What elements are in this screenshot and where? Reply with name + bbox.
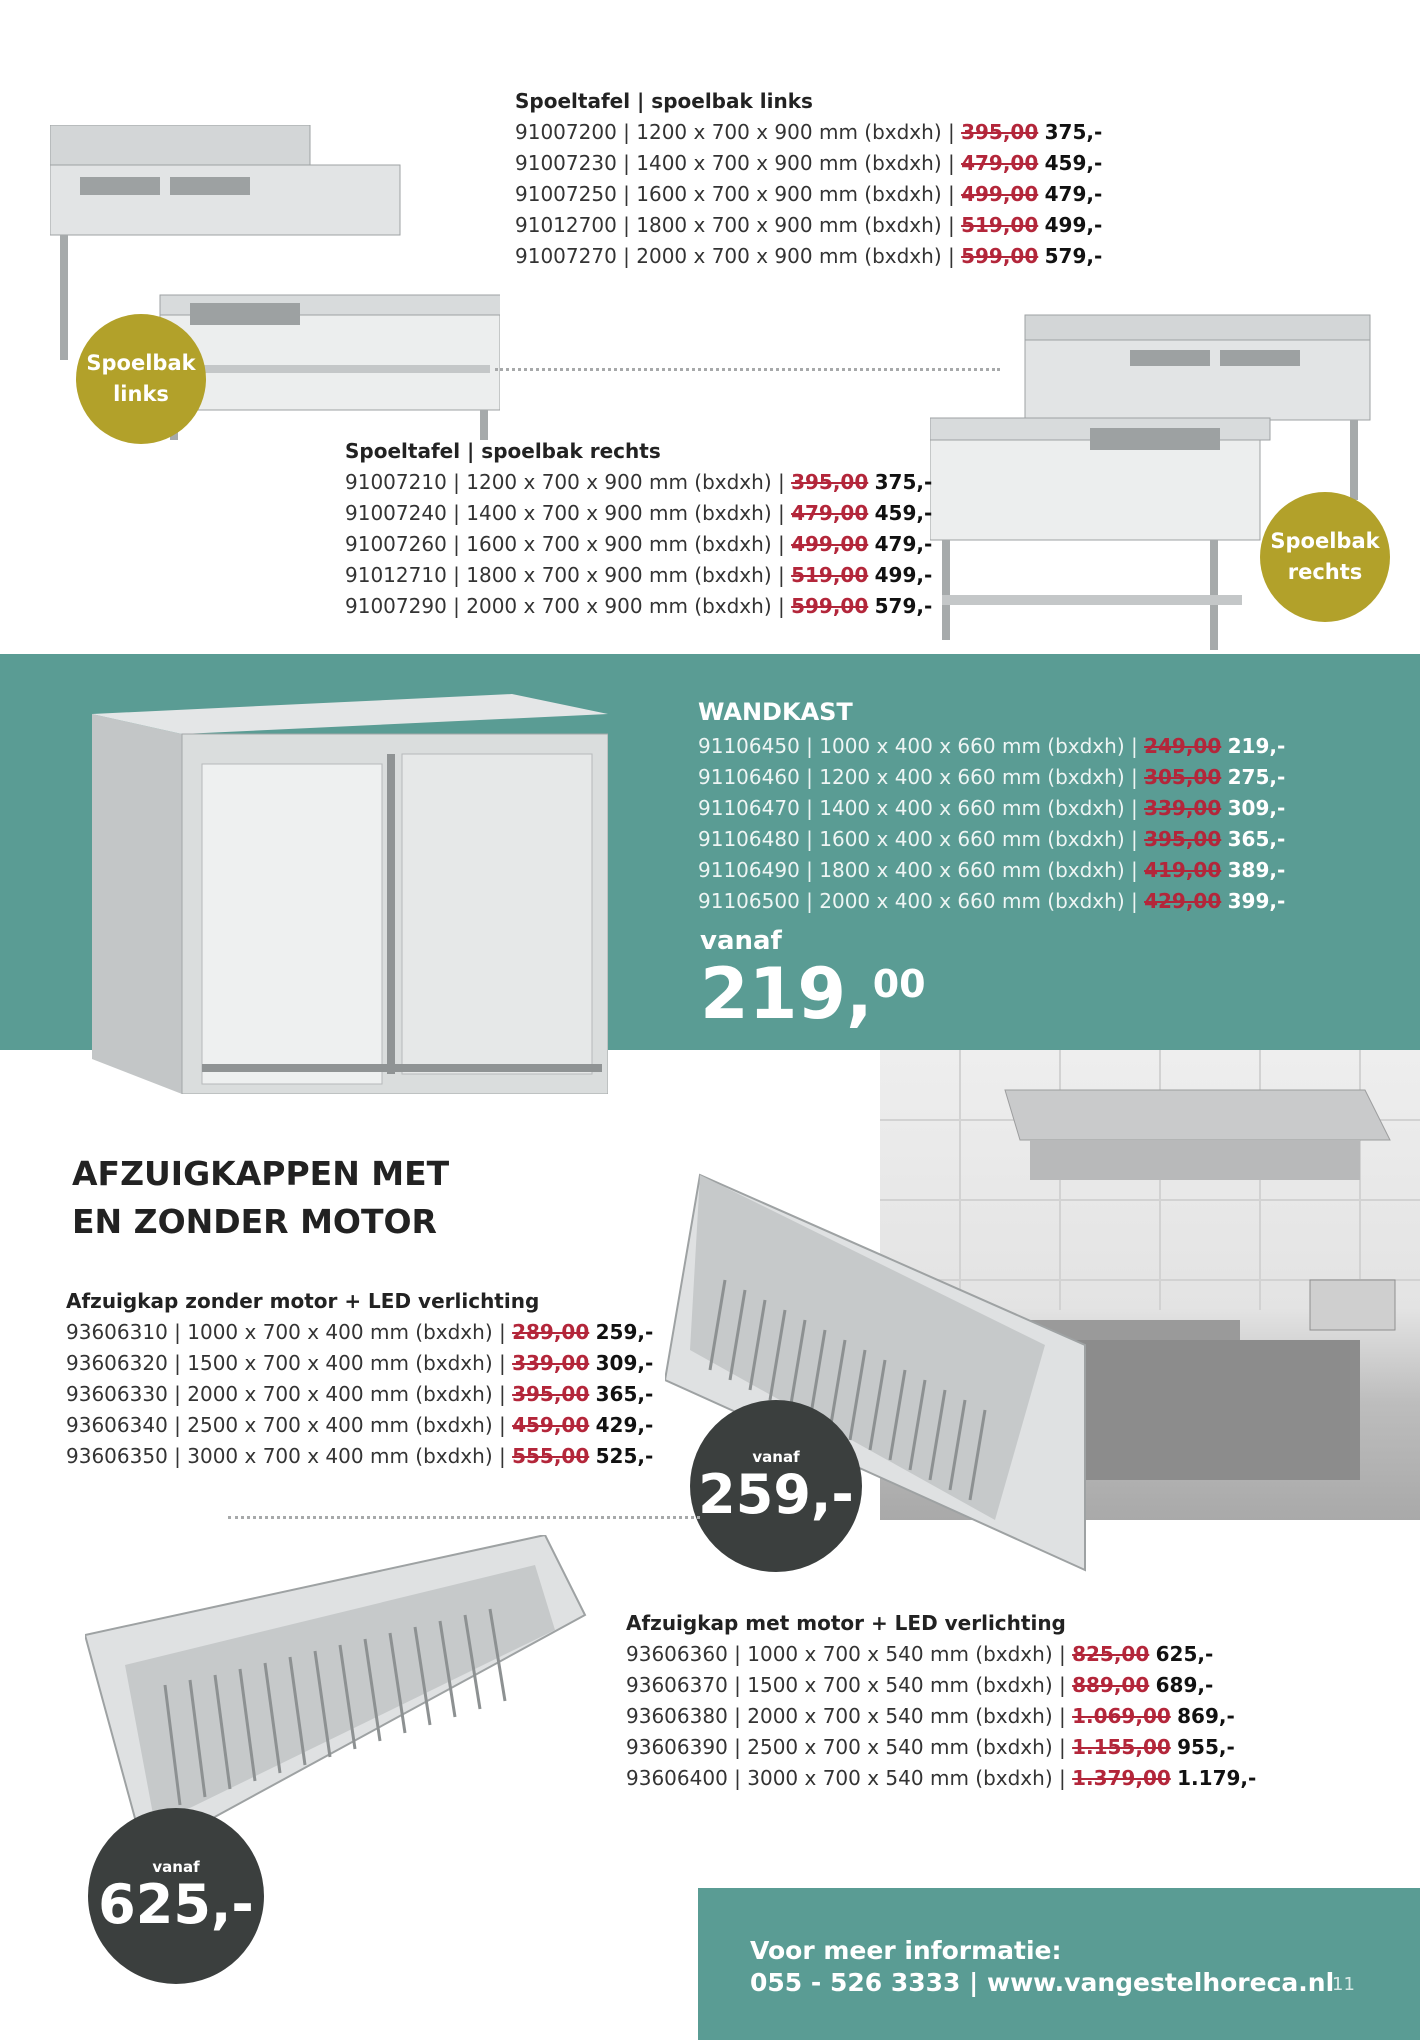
table-row: 93606390 | 2500 x 700 x 540 mm (bxdxh) | 1.155,00 955,- bbox=[626, 1735, 1235, 1759]
sink-right-badge bbox=[1260, 492, 1390, 622]
table-row: 93606340 | 2500 x 700 x 400 mm (bxdxh) | 459,00 429,- bbox=[66, 1413, 654, 1437]
table-row: 93606350 | 3000 x 700 x 400 mm (bxdxh) | 555,00 525,- bbox=[66, 1444, 654, 1468]
table-row: 91007200 | 1200 x 700 x 900 mm (bxdxh) | 395,00 375,- bbox=[515, 120, 1103, 144]
table-row: 93606380 | 2000 x 700 x 540 mm (bxdxh) | 1.069,00 869,- bbox=[626, 1704, 1235, 1728]
badge-vanaf: vanaf bbox=[752, 1448, 800, 1466]
footer-info-label: Voor meer informatie: bbox=[750, 1936, 1062, 1965]
table-row: 93606360 | 1000 x 700 x 540 mm (bxdxh) | 825,00 625,- bbox=[626, 1642, 1214, 1666]
section-heading bbox=[72, 1150, 449, 1246]
table-row: 91106500 | 2000 x 400 x 660 mm (bxdxh) | 429,00 399,- bbox=[698, 889, 1286, 913]
table-row: 91007290 | 2000 x 700 x 900 mm (bxdxh) | 599,00 579,- bbox=[345, 594, 933, 618]
footer-contact[interactable]: 055 - 526 3333 | www.vangestelhoreca.nl bbox=[750, 1968, 1335, 1997]
table-row: 93606330 | 2000 x 700 x 400 mm (bxdxh) | 395,00 365,- bbox=[66, 1382, 654, 1406]
hood-with-motor-text bbox=[626, 1608, 1256, 1794]
table-row: 91007240 | 1400 x 700 x 900 mm (bxdxh) | 479,00 459,- bbox=[345, 501, 933, 525]
hood-without-motor-title: Afzuigkap zonder motor + LED verlichting bbox=[66, 1289, 540, 1313]
table-row: 91007210 | 1200 x 700 x 900 mm (bxdxh) | 395,00 375,- bbox=[345, 470, 933, 494]
divider-dotted bbox=[495, 368, 1000, 371]
wall-cabinet-text bbox=[698, 693, 1285, 917]
hood-with-motor-title: Afzuigkap met motor + LED verlichting bbox=[626, 1611, 1066, 1635]
table-row: 91106480 | 1600 x 400 x 660 mm (bxdxh) | 395,00 365,- bbox=[698, 827, 1286, 851]
table-row: 93606320 | 1500 x 700 x 400 mm (bxdxh) | 339,00 309,- bbox=[66, 1351, 654, 1375]
table-row: 93606370 | 1500 x 700 x 540 mm (bxdxh) | 889,00 689,- bbox=[626, 1673, 1214, 1697]
sink-left-text bbox=[515, 86, 1102, 272]
sink-left-badge bbox=[76, 314, 206, 444]
wall-cabinet-vanaf-label: vanaf bbox=[700, 926, 782, 956]
sink-left-title: Spoeltafel | spoelbak links bbox=[515, 89, 813, 113]
wall-cabinet-image bbox=[92, 694, 608, 1094]
badge-line: rechts bbox=[1287, 560, 1363, 584]
footer-info-box bbox=[698, 1888, 1420, 2040]
wall-cabinet-price bbox=[700, 954, 926, 1034]
price-cents: 00 bbox=[872, 962, 926, 1006]
heading-line-2: EN ZONDER MOTOR bbox=[72, 1202, 437, 1241]
table-row: 93606400 | 3000 x 700 x 540 mm (bxdxh) | 1.379,00 1.179,- bbox=[626, 1766, 1257, 1790]
table-row: 91012700 | 1800 x 700 x 900 mm (bxdxh) | 519,00 499,- bbox=[515, 213, 1103, 237]
wall-cabinet-section bbox=[0, 654, 1420, 1050]
hood-without-motor-badge bbox=[690, 1400, 862, 1572]
badge-line: Spoelbak bbox=[1270, 529, 1380, 553]
wall-cabinet-illustration bbox=[92, 694, 608, 1094]
table-row: 91106490 | 1800 x 400 x 660 mm (bxdxh) | 419,00 389,- bbox=[698, 858, 1286, 882]
table-row: 91007250 | 1600 x 700 x 900 mm (bxdxh) | 499,00 479,- bbox=[515, 182, 1103, 206]
divider-dotted bbox=[228, 1516, 700, 1519]
sink-right-title: Spoeltafel | spoelbak rechts bbox=[345, 439, 661, 463]
price-main: 219, bbox=[700, 953, 873, 1035]
hood-with-motor-badge bbox=[88, 1808, 264, 1984]
badge-vanaf: vanaf bbox=[152, 1858, 200, 1876]
table-row: 91106460 | 1200 x 400 x 660 mm (bxdxh) | 305,00 275,- bbox=[698, 765, 1286, 789]
table-row: 91007260 | 1600 x 700 x 900 mm (bxdxh) | 499,00 479,- bbox=[345, 532, 933, 556]
badge-line: links bbox=[113, 382, 169, 406]
heading-line-1: AFZUIGKAPPEN MET bbox=[72, 1154, 450, 1193]
badge-price: 625,- bbox=[98, 1873, 254, 1936]
badge-line: Spoelbak bbox=[86, 351, 196, 375]
page-number: 11 bbox=[1332, 1974, 1355, 1995]
table-row: 93606310 | 1000 x 700 x 400 mm (bxdxh) | 289,00 259,- bbox=[66, 1320, 654, 1344]
badge-price: 259,- bbox=[698, 1463, 854, 1526]
table-row: 91106470 | 1400 x 400 x 660 mm (bxdxh) | 339,00 309,- bbox=[698, 796, 1286, 820]
table-row: 91007230 | 1400 x 700 x 900 mm (bxdxh) | 479,00 459,- bbox=[515, 151, 1103, 175]
table-row: 91106450 | 1000 x 400 x 660 mm (bxdxh) | 249,00 219,- bbox=[698, 734, 1286, 758]
hood-without-motor-text bbox=[66, 1286, 653, 1472]
sink-right-text bbox=[345, 436, 932, 622]
table-row: 91012710 | 1800 x 700 x 900 mm (bxdxh) | 519,00 499,- bbox=[345, 563, 933, 587]
table-row: 91007270 | 2000 x 700 x 900 mm (bxdxh) | 599,00 579,- bbox=[515, 244, 1103, 268]
wall-cabinet-title: WANDKAST bbox=[698, 698, 853, 726]
